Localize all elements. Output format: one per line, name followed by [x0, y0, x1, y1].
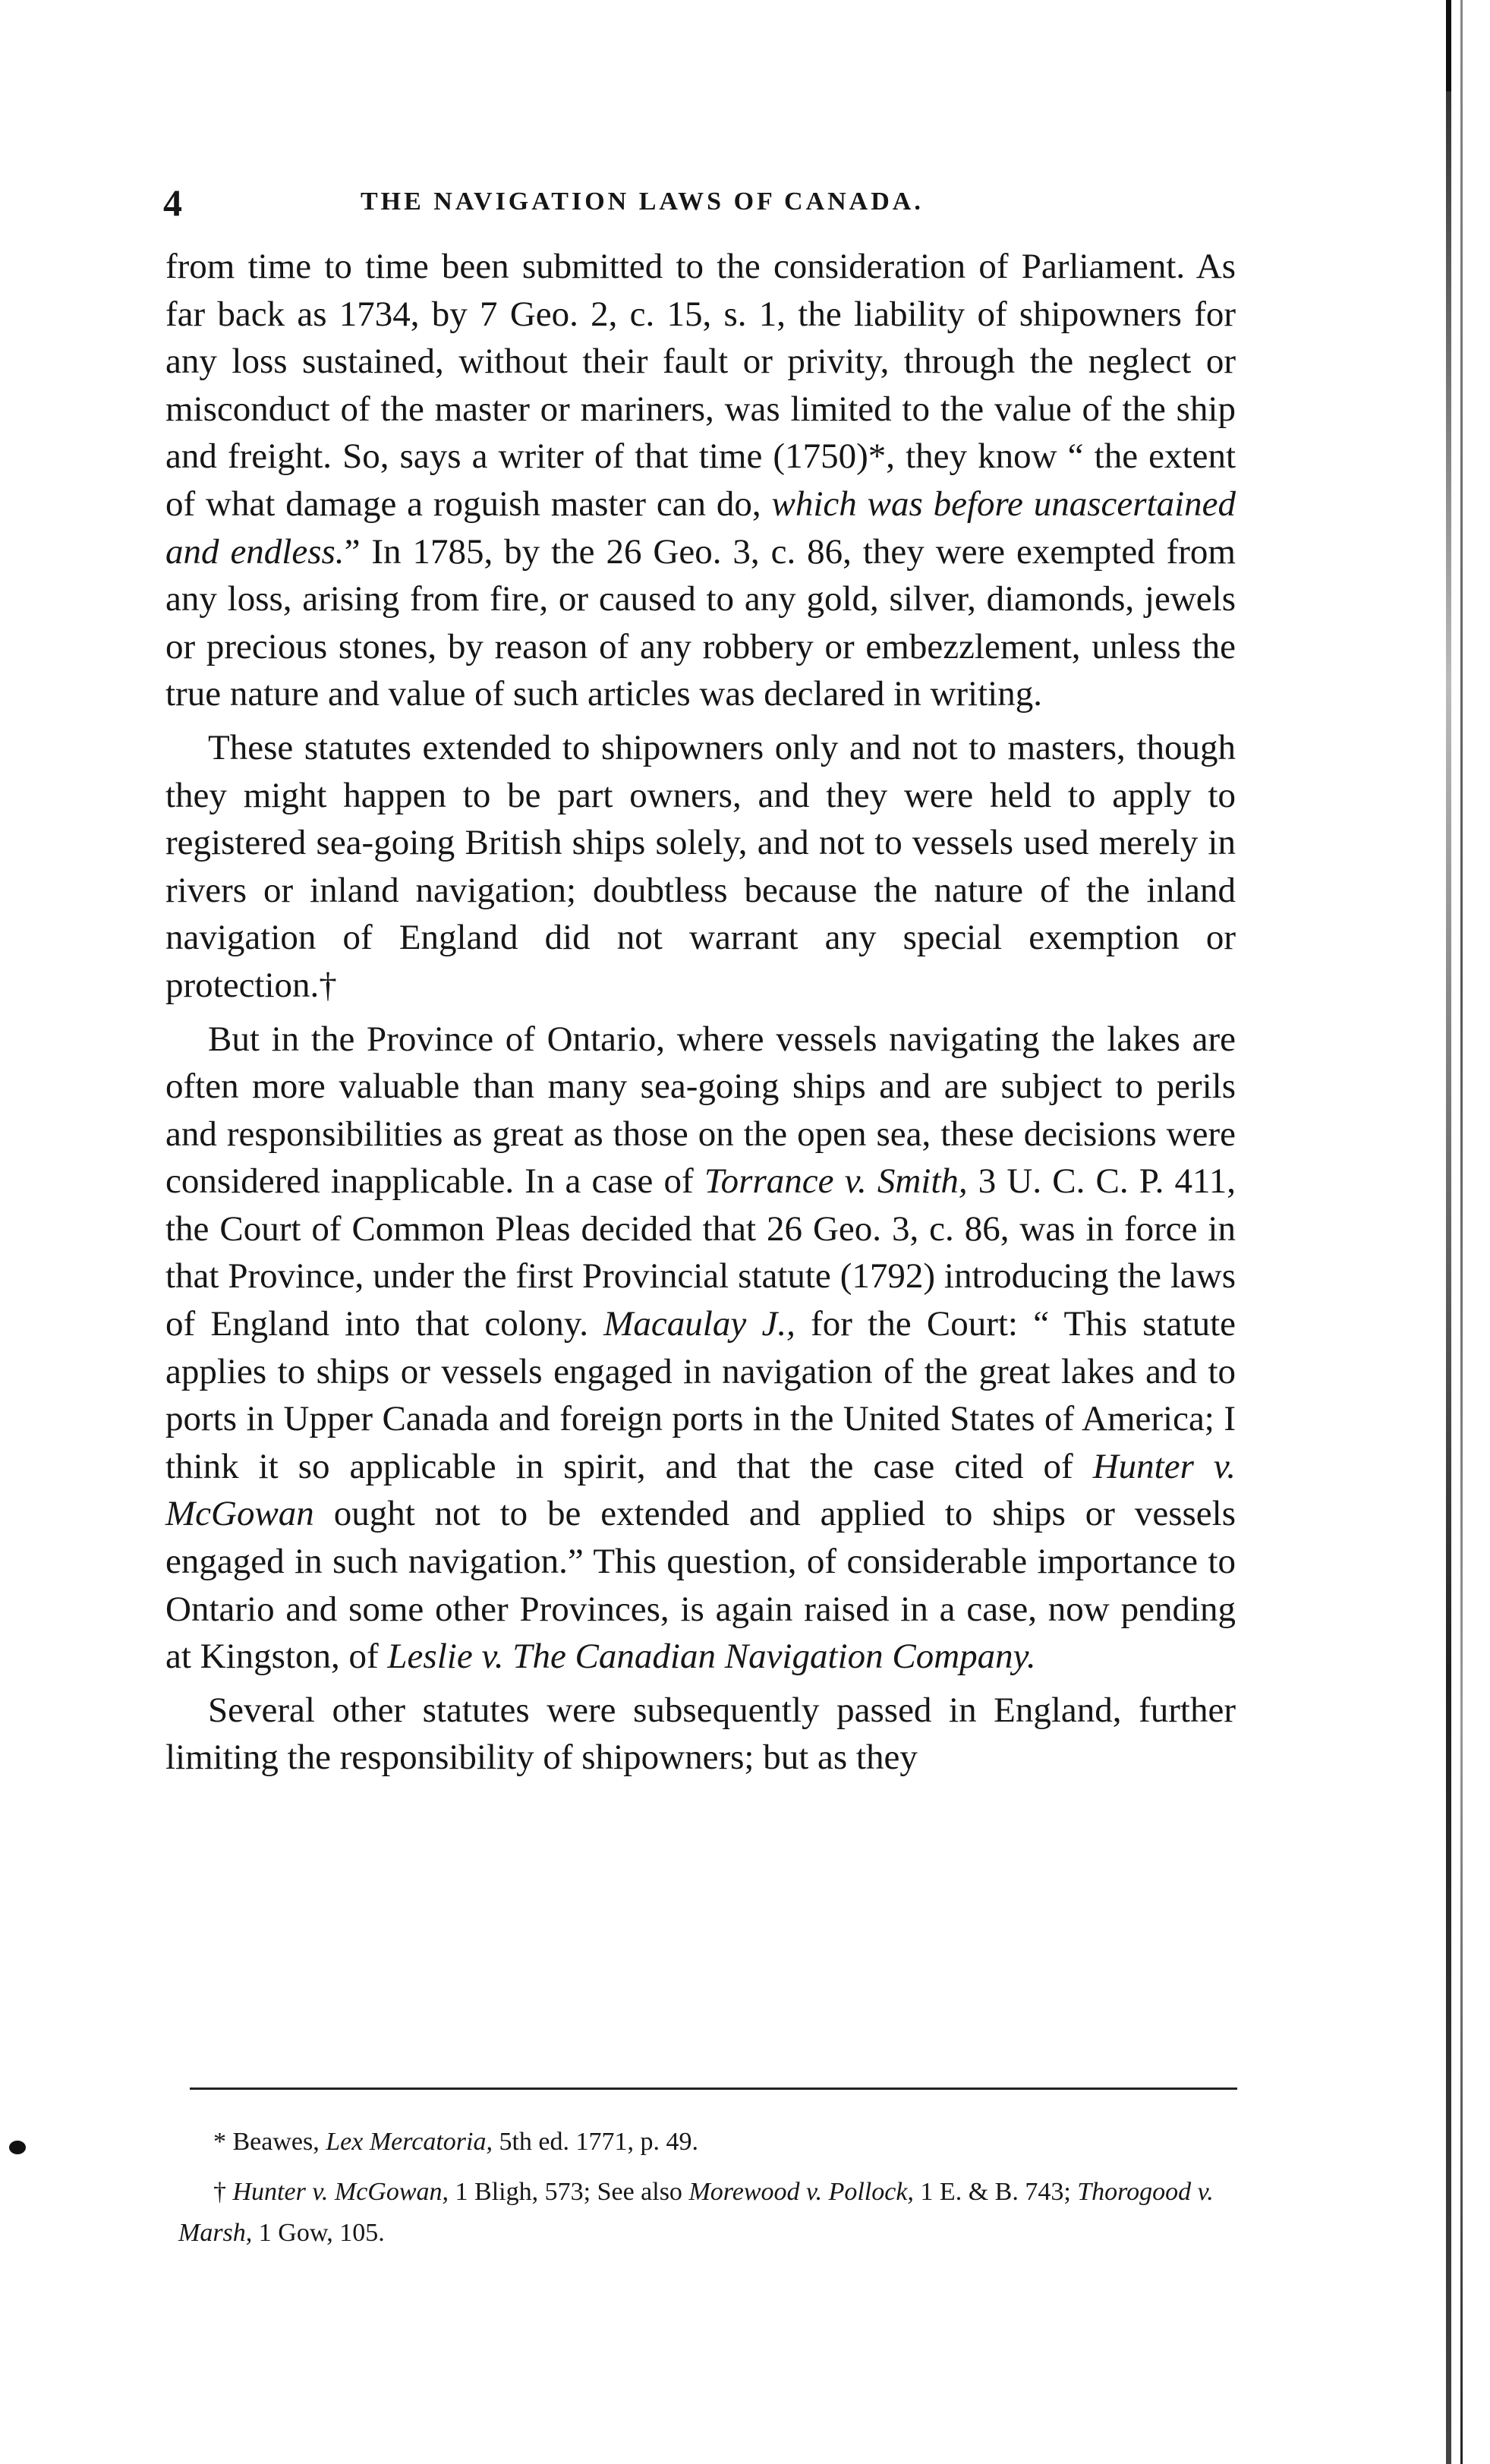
footnote-2-case-hunter: Hunter v. McGowan, — [232, 2178, 449, 2206]
footnote-2-text-b: 1 Bligh, 573; See also — [449, 2178, 689, 2206]
judge-name-macaulay: Macaulay J., — [603, 1304, 795, 1344]
paragraph-4: Several other statutes were subsequently passed in England, further limiting the responsibility of shipowners; but as they — [165, 1690, 1236, 1778]
margin-ink-mark — [9, 2141, 26, 2154]
footnote-divider — [190, 2087, 1237, 2090]
footnote-2-case-morewood: Morewood v. Pollock, — [688, 2178, 914, 2206]
paragraph-3 — [165, 1016, 1236, 1681]
footnote-2-text-d: 1 Gow, 105. — [252, 2219, 385, 2247]
case-name-hunter: Hunter v. McGowan — [165, 1446, 1236, 1534]
paragraph-1-text-after: ” In 1785, by the 26 Geo. 3, c. 86, they were exempted from any loss, arising from fire, or caused to any gold, silver, diamonds, jewels or precious stones, by reason of any robbery or embezzlement, unless the true nature and value of such articles was declared in writing. — [165, 531, 1236, 714]
paragraph-1-italic-quote: which was before unascertained and endless. — [165, 484, 1236, 572]
footnotes — [178, 2122, 1241, 2254]
paragraph-3-text-d: ought not to be extended and applied to ships or vessels engaged in such navigation.” This question, of considerable importance to Ontario and some other Provinces, is again raised in a case, now pending at Kingston, of — [165, 1494, 1236, 1677]
running-head: THE NAVIGATION LAWS OF CANADA. — [361, 187, 924, 216]
footnote-2 — [178, 2172, 1241, 2254]
footnote-2-text-c: 1 E. & B. 743; — [913, 2178, 1078, 2206]
case-name-leslie: Leslie v. The Canadian Navigation Company. — [387, 1637, 1036, 1677]
footnote-1-italic: Lex Mercatoria, — [326, 2128, 493, 2156]
page-header — [163, 176, 1249, 229]
footnote-1 — [178, 2122, 1241, 2163]
footnote-2-case-thorogood: Thorogood v. Marsh, — [178, 2178, 1214, 2247]
paragraph-2: These statutes extended to shipowners only and not to masters, though they might happen to be part owners, and they were held to apply to registered sea-going British ships solely, and not to vessels used merely in rivers or inland navigation; doubtless because the nature of the inland navigation of England did not warrant any special exemption or protection.† — [165, 727, 1236, 1005]
footnote-2-text-a: † — [213, 2178, 233, 2206]
paragraph-1-text: from time to time been submitted to the consideration of Parliament. As far back as 1734, by 7 Geo. 2, c. 15, s. 1, the liability of shipowners for any loss sustained, without their fault or privity, through the neglect or misconduct of the master or mariners, was limited to the value of the ship and freight. So, says a writer of that time (1750)*, they know “ the extent of what damage a roguish master can do, — [165, 247, 1236, 524]
body-text — [165, 243, 1236, 1782]
paragraph-3-text-a: But in the Province of Ontario, where vessels navigating the lakes are often more valuable than many sea-going ships and are subject to perils and responsibilities as great as those on the open sea, these decisions were considered inapplicable. In a case of — [165, 1019, 1236, 1202]
paragraph-3-text-c: for the Court: “ This statute applies to ships or vessels engaged in navigation of the great lakes and to ports in Upper Canada and foreign ports in the United States of America; I think it so applicable in spirit, and that the case cited of — [165, 1304, 1236, 1486]
page-binding-edge — [1446, 0, 1451, 2464]
page-binding-shadow — [1460, 0, 1463, 2464]
footnote-1-text-b: 5th ed. 1771, p. 49. — [492, 2128, 698, 2156]
page-number: 4 — [163, 181, 182, 224]
paragraph-1 — [165, 243, 1236, 718]
paragraph-3-text-b: 3 U. C. C. P. 411, the Court of Common Pleas decided that 26 Geo. 3, c. 86, was in force in that Province, under the first Provincial statute (1792) introducing the laws of England into that colony. — [165, 1161, 1236, 1344]
footnote-1-text-a: * Beawes, — [213, 2128, 326, 2156]
case-name-torrance: Torrance v. Smith, — [704, 1161, 968, 1202]
